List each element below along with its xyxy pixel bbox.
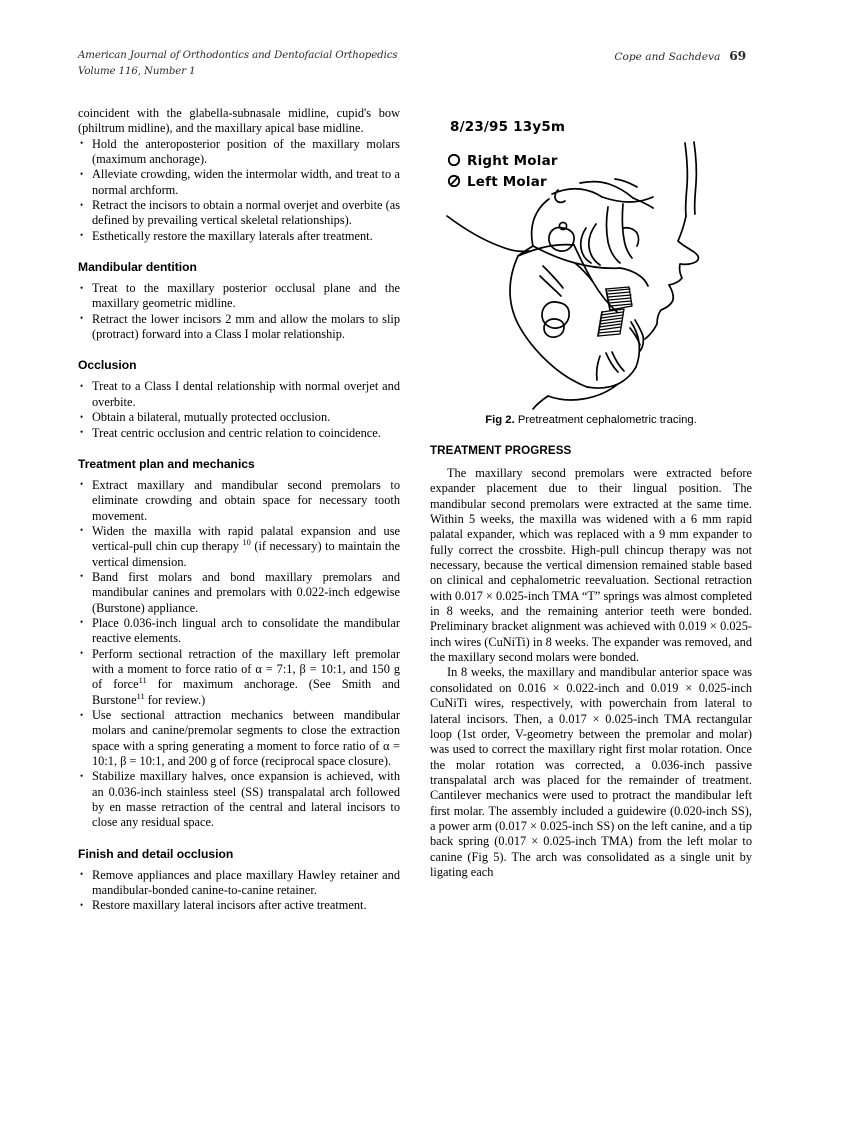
legend-label-left-molar: Left Molar [467, 174, 547, 190]
figure-2 [430, 106, 752, 427]
author-names: Cope and Sachdeva [614, 51, 721, 63]
legend-label-right-molar: Right Molar [467, 153, 558, 169]
running-head-journal [78, 48, 397, 79]
list-item: • Extract maxillary and mandibular second premolars to eliminate crowding and obtain space for necessary tooth movement. [78, 478, 400, 524]
figure-caption-text: Pretreatment cephalometric tracing. [517, 414, 697, 426]
list-item: • Band first molars and bond maxillary premolars and mandibular canines and premolars with 0.022-inch edgewise (Burstone) appliance. [78, 570, 400, 616]
maxillary-bullet-list [78, 137, 400, 244]
list-item: • Restore maxillary lateral incisors after active treatment. [78, 898, 400, 913]
legend-symbol-left-molar [449, 176, 459, 186]
page-number: 69 [729, 48, 746, 63]
treatment-plan-bullet-list [78, 478, 400, 831]
list-item: • Hold the anteroposterior position of the maxillary molars (maximum anchorage). [78, 137, 400, 168]
journal-title: American Journal of Orthodontics and Dentofacial Orthopedics [78, 50, 398, 61]
left-column [78, 106, 400, 914]
heading-treatment-progress: TREATMENT PROGRESS [430, 444, 572, 457]
finish-bullet-list [78, 868, 400, 914]
figure-date-label: 8/23/95 13y5m [450, 119, 566, 135]
list-item: • Treat centric occlusion and centric relation to coincidence. [78, 426, 400, 441]
list-item: • Treat to a Class I dental relationship with normal overjet and overbite. [78, 379, 400, 410]
legend-symbol-right-molar [449, 155, 459, 165]
list-item: • Widen the maxilla with rapid palatal expansion and use vertical-pull chin cup therapy $^{10}$ (if necessary) to maintain the vertical dimension. [78, 524, 400, 570]
treatment-progress-paragraph-2: In 8 weeks, the maxillary and mandibular anterior space was consolidated on 0.016 × 0.022-inch and 0.019 × 0.025-inch CuNiTi wires, respectively, with powerchain from lateral to lateral incisors. Then, a 0.017 × 0.025-inch TMA rectangular loop (1st order, V-geometry between the premolar and molar) was used to correct the maxillary right first molar rotation. Once the molar rotation was corrected, a 0.036-inch passive transpalatal arch was placed for the remainder of treatment. Cantilever mechanics were used to protract the mandibular left first molar. The assembly included a guidewire (0.020-inch SS), a power arm (0.017 × 0.025-inch SS) on the left canine, and a tip back spring (0.017 × 0.025-inch TMA) from the left molar to canine (Fig 5). The arch was consolidated as a single unit by ligating each [430, 665, 752, 879]
figure-caption-label: Fig 2. [485, 414, 515, 426]
list-item: • Place 0.036-inch lingual arch to consolidate the mandibular reactive elements. [78, 616, 400, 647]
list-item: • Retract the incisors to obtain a normal overjet and overbite (as defined by prevailing vertical skeletal relationships). [78, 198, 400, 229]
list-item: • Retract the lower incisors 2 mm and allow the molars to slip (protract) forward into a Class I molar relationship. [78, 312, 400, 343]
list-item: • Remove appliances and place maxillary Hawley retainer and mandibular-bonded canine-to-canine retainer. [78, 868, 400, 899]
figure-caption [430, 413, 752, 427]
running-head [78, 48, 746, 79]
continued-paragraph: coincident with the glabella-subnasale midline, cupid's bow (philtrum midline), and the maxillary apical base midline. [78, 106, 400, 136]
running-head-authors [614, 48, 746, 63]
mandibular-bullet-list [78, 281, 400, 342]
list-item: • Treat to the maxillary posterior occlusal plane and the maxillary geometric midline. [78, 281, 400, 312]
heading-mandibular-dentition: Mandibular dentition [78, 260, 197, 275]
treatment-progress-paragraph-1: The maxillary second premolars were extracted before expander placement due to their lingual position. The mandibular second premolars were extracted at the same time. Within 5 weeks, the maxilla was widened with a 6 mm rapid palatal expander, which was replaced with a 9 mm expander to fully correct the crossbite. High-pull chincup therapy was not necessary, because the vertical dimension remained stable based on clinical and cephalometric reevaluation. Sectional retraction with 0.017 × 0.025-inch TMA “T” springs was almost completed in 8 weeks, and the remaining anterior teeth were bonded. Preliminary bracket alignment was achieved with 0.019 × 0.025-inch wires (CuNiTi) in 8 weeks. The expander was removed, and the maxillary second molars were bonded. [430, 466, 752, 665]
list-item: • Use sectional attraction mechanics between mandibular molars and canine/premolar segments to close the extraction space with a spring generating a moment to force ratio of α = 10:1, β = 10:1, and 200 g of force (reciprocal space closure). [78, 708, 400, 769]
list-item: • Alleviate crowding, widen the intermolar width, and treat to a normal archform. [78, 167, 400, 198]
list-item: • Obtain a bilateral, mutually protected occlusion. [78, 410, 400, 425]
list-item: • Esthetically restore the maxillary laterals after treatment. [78, 229, 400, 244]
cephalometric-tracing-image [430, 106, 752, 411]
heading-treatment-plan: Treatment plan and mechanics [78, 456, 255, 471]
list-item: • Stabilize maxillary halves, once expansion is achieved, with an 0.036-inch stainless steel (SS) transpalatal arch followed by en masse retraction of the central and lateral incisors to close any residual space. [78, 769, 400, 830]
journal-volume: Volume 116, Number 1 [78, 65, 196, 77]
heading-finish-detail-occlusion: Finish and detail occlusion [78, 846, 234, 861]
list-item: • Perform sectional retraction of the maxillary left premolar with a moment to force ratio of α = 7:1, β = 10:1, and 150 g of force$^{11}$ for maximum anchorage. (See Smith and Burstone$^{11}$ for review.) [78, 647, 400, 708]
heading-occlusion: Occlusion [78, 358, 137, 373]
right-column [430, 106, 752, 880]
occlusion-bullet-list [78, 379, 400, 440]
